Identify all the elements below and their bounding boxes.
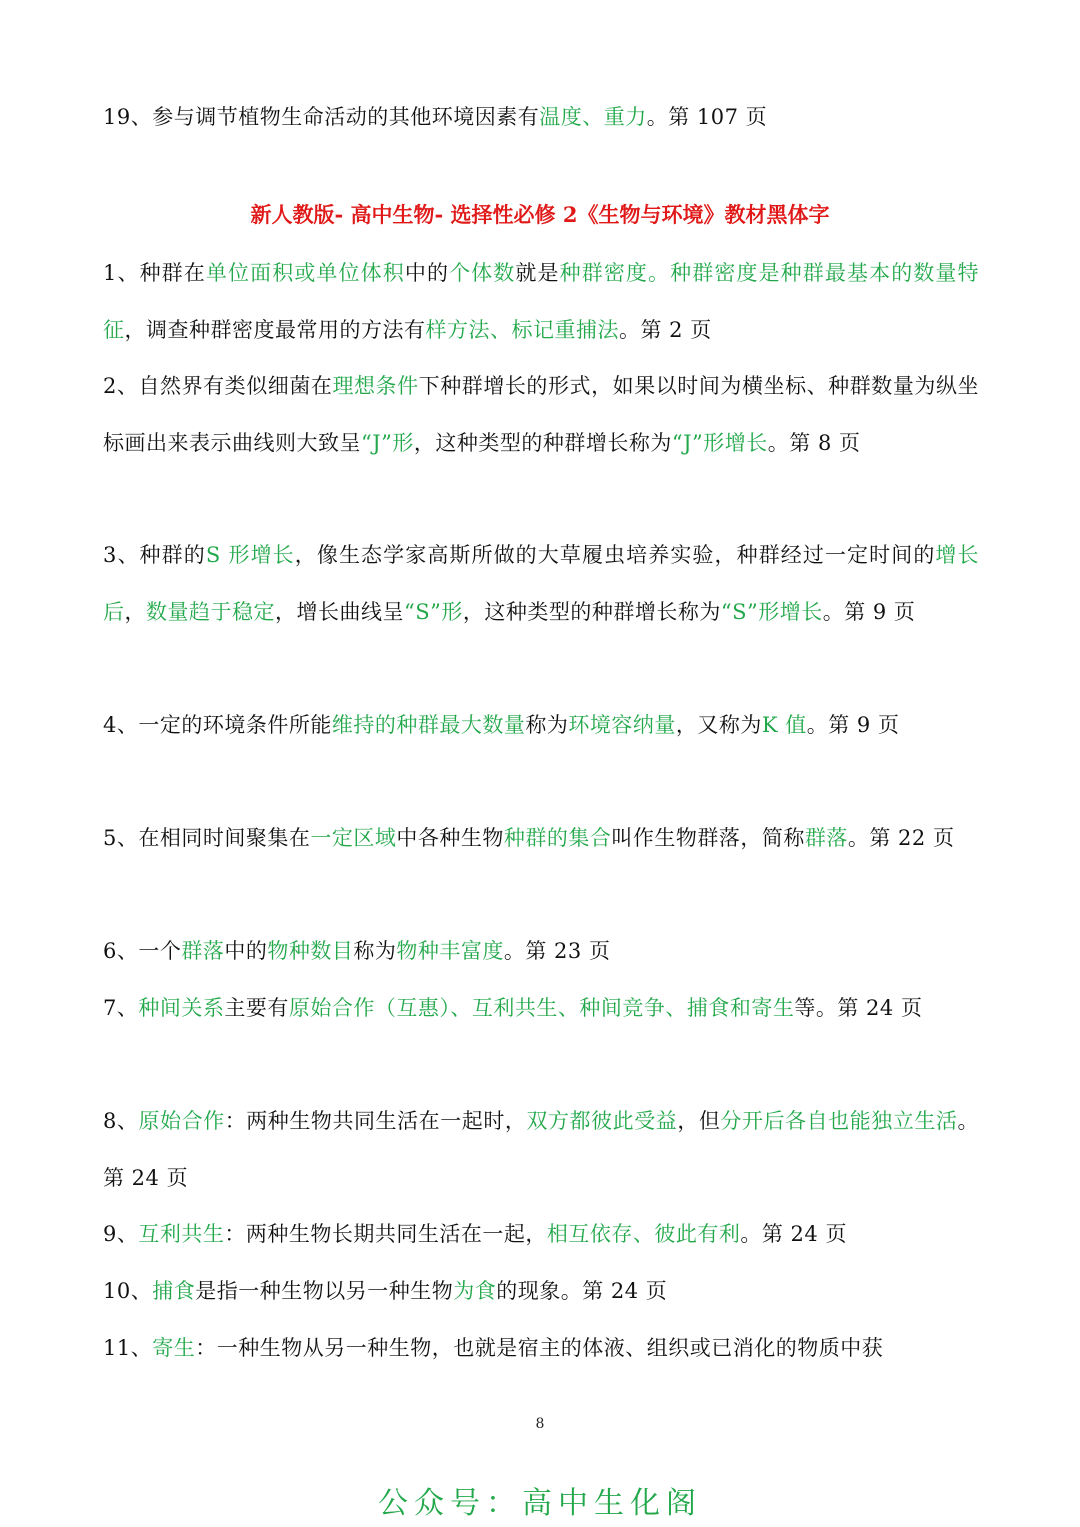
text-run: ，这种类型的种群增长称为 <box>413 430 672 455</box>
text-run: 2、自然界有类似细菌在 <box>103 374 333 398</box>
text-run: 。第 9 页 <box>822 599 916 624</box>
text-run: 。第 22 页 <box>847 826 955 850</box>
highlighted-term: 为食 <box>453 1279 497 1303</box>
section-title: 新人教版- 高中生物- 选择性必修 2《生物与环境》教材黑体字 <box>250 202 830 227</box>
highlighted-term: 互利共生 <box>138 1222 225 1246</box>
highlighted-term: 一定区域 <box>310 826 397 850</box>
highlighted-term: 理想条件 <box>332 374 419 398</box>
text-run: ：两种生物长期共同生活在一起， <box>224 1222 547 1246</box>
text-run: ，调查种群密度最常用的方法有 <box>124 317 426 342</box>
text-run: ：两种生物共同生活在一起时， <box>224 1109 527 1133</box>
list-item <box>103 923 979 980</box>
text-run: ，这种类型的种群增长称为 <box>462 599 721 624</box>
highlighted-term: 样方法、标记重捕法 <box>425 317 619 342</box>
list-item <box>103 245 979 358</box>
highlighted-term: 原始合作（互惠）、互利共生、种间竞争、捕食和寄生 <box>288 996 795 1020</box>
highlighted-term: 原始合作 <box>138 1109 225 1133</box>
text-run: 9、 <box>103 1222 139 1246</box>
text-run: ， <box>124 599 146 624</box>
highlighted-term: 单位面积或单位体积 <box>205 261 405 285</box>
highlighted-term: 温度、重力 <box>539 105 647 129</box>
text-run: 4、一定的环境条件所能 <box>103 713 332 737</box>
text-run: 的现象。第 24 页 <box>496 1279 668 1303</box>
text-run: 10、 <box>103 1279 153 1303</box>
highlighted-term: 种群密度。种群密度是种群最基本的数量特征 <box>103 261 980 342</box>
highlighted-term: 种群的集合 <box>503 826 612 850</box>
text-run: 等。第 24 页 <box>794 996 923 1020</box>
text-run: 是指一种生物以另一种生物 <box>195 1279 454 1303</box>
text-run: 就是 <box>515 261 560 285</box>
highlighted-term: 分开后各自也能独立生活 <box>720 1109 958 1133</box>
list-item <box>103 1263 979 1320</box>
text-run: 7、 <box>103 996 139 1020</box>
page-number: 8 <box>535 1416 545 1432</box>
highlighted-term: “S”形 <box>404 599 463 624</box>
highlighted-term: “S”形增长 <box>720 599 823 624</box>
text-run: 。第 23 页 <box>503 939 611 963</box>
highlighted-term: 群落 <box>804 826 848 850</box>
text-run: 。第 9 页 <box>806 713 900 737</box>
text-run: 下种群增长的形式，如果以时间为横坐标、种群数量为纵坐标画出来表示曲线则大致呈 <box>103 374 979 455</box>
text-run: 叫作生物群落，简称 <box>611 826 805 850</box>
text-run: 11、 <box>103 1336 153 1360</box>
text-run: 3、种群的 <box>103 543 206 567</box>
list-item <box>103 810 979 867</box>
text-run: ：一种生物从另一种生物，也就是宿主的体液、组织或已消化的物质中获 <box>195 1336 884 1360</box>
text-run: 。第 24 页 <box>740 1222 847 1246</box>
text-run: ，又称为 <box>675 713 762 737</box>
list-item <box>103 697 979 754</box>
highlighted-term: “J”形增长 <box>671 430 768 455</box>
list-item <box>103 1093 979 1206</box>
highlighted-term: 双方都彼此受益 <box>526 1109 678 1133</box>
highlighted-term: 数量趋于稳定 <box>146 599 275 624</box>
highlighted-term: 寄生 <box>152 1336 196 1360</box>
text-run: 中各种生物 <box>396 826 504 850</box>
text-run: 5、在相同时间聚集在 <box>103 826 311 850</box>
highlighted-term: 环境容纳量 <box>568 713 676 737</box>
text-run: ，但 <box>677 1109 721 1133</box>
highlighted-term: 相互依存、彼此有利 <box>546 1222 741 1246</box>
text-run: 8、 <box>103 1109 139 1133</box>
text-run: 。第 2 页 <box>619 317 712 342</box>
text-run: ，像生态学家高斯所做的大草履虫培养实验，种群经过一定时间的 <box>294 543 936 567</box>
text-run: ，增长曲线呈 <box>275 599 404 624</box>
list-item <box>103 980 979 1037</box>
list-item <box>103 89 979 146</box>
list-item <box>103 1320 979 1377</box>
highlighted-term: K 值 <box>761 713 807 737</box>
highlighted-term: 增长后 <box>103 543 980 624</box>
list-item <box>103 527 979 640</box>
text-run: 称为 <box>353 939 397 963</box>
text-run: 6、一个 <box>103 939 182 963</box>
text-run: 称为 <box>525 713 569 737</box>
highlighted-term: 物种丰富度 <box>396 939 504 963</box>
text-run: 中的 <box>224 939 268 963</box>
watermark-footer: 公众号：高中生化阁 <box>378 1486 702 1521</box>
highlighted-term: 种间关系 <box>138 996 225 1020</box>
text-run: 。第 8 页 <box>767 430 861 455</box>
text-run: 。第 107 页 <box>646 105 768 129</box>
text-run: 19、参与调节植物生命活动的其他环境因素有 <box>103 105 540 129</box>
text-run: 1、种群在 <box>103 261 206 285</box>
list-item <box>103 1206 979 1263</box>
text-run: 。第 24 页 <box>103 1109 980 1190</box>
highlighted-term: 捕食 <box>152 1279 196 1303</box>
text-run: 主要有 <box>224 996 289 1020</box>
highlighted-term: 个体数 <box>449 261 516 285</box>
text-run: 中的 <box>404 261 450 285</box>
highlighted-term: 维持的种群最大数量 <box>331 713 526 737</box>
highlighted-term: “J”形 <box>361 430 414 455</box>
highlighted-term: 物种数目 <box>267 939 354 963</box>
highlighted-term: 群落 <box>181 939 225 963</box>
highlighted-term: S 形增长 <box>205 543 295 567</box>
list-item <box>103 358 979 471</box>
